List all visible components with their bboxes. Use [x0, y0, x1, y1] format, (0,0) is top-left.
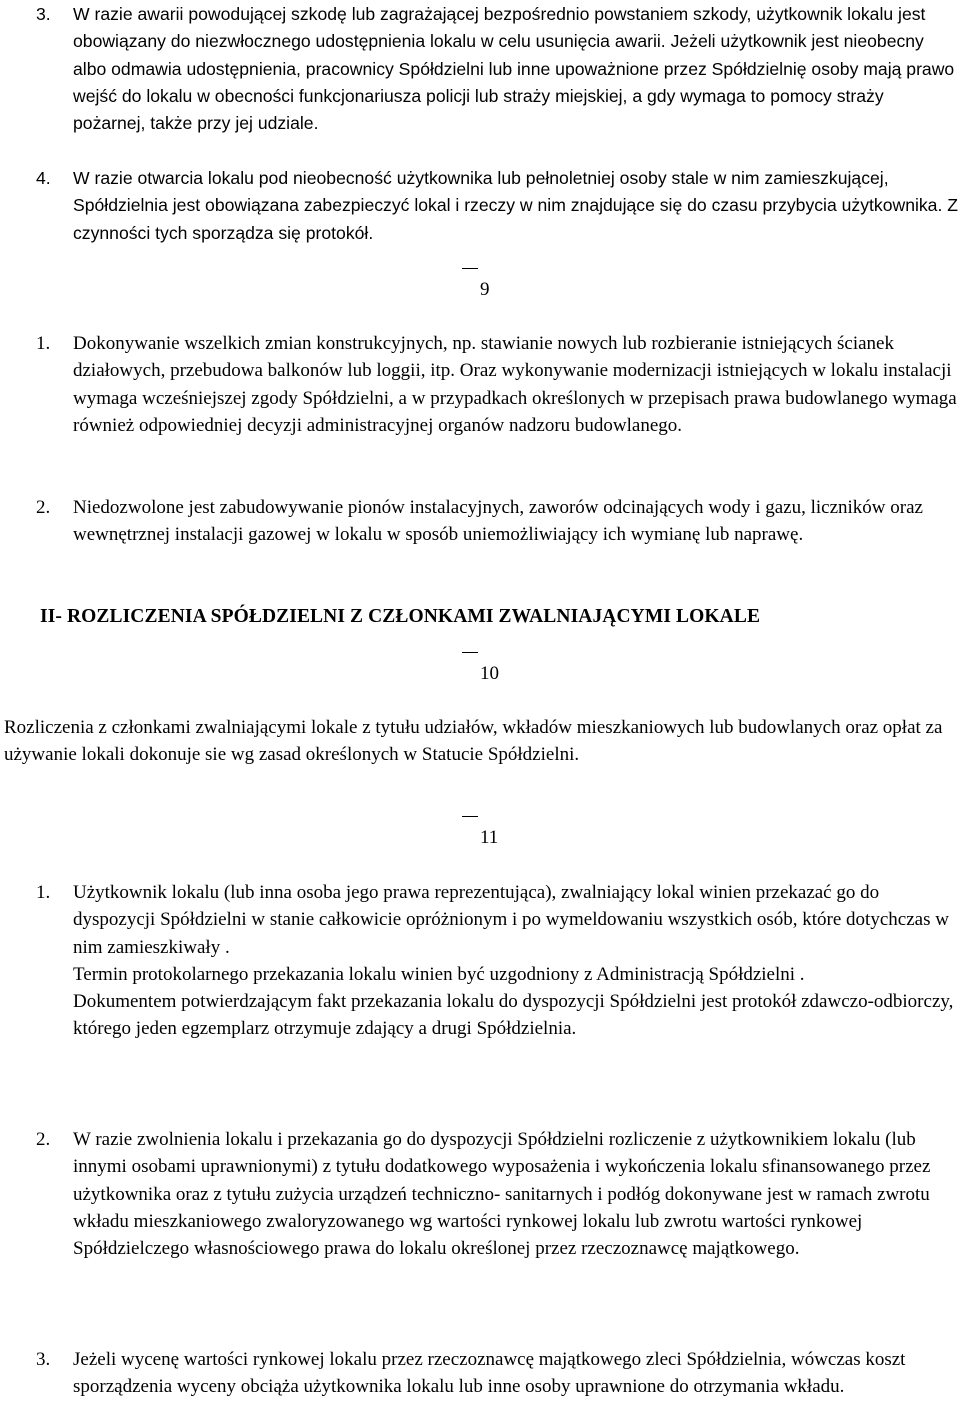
item-text-c: Dokumentem potwierdzającym fakt przekazania lokalu do dyspozycji Spółdzielni jest protokół zdawczo-odbiorczy, którego jeden egzemplarz otrzymuje zdający a drugi Spółdzielnia. [73, 991, 954, 1040]
section-10-text: Rozliczenia z członkami zwalniającymi lokale z tytułu udziałów, wkładów mieszkaniowych lub budowlanych oraz opłat za używanie lokali dokonuje sie wg zasad określonych w Statucie Spółdzielni. [4, 717, 943, 766]
section-sign-mark [462, 268, 478, 271]
section-9-item-2 [36, 494, 958, 549]
item-number: 1. [36, 333, 51, 354]
paragraph-marker-9: 9 [462, 276, 490, 303]
item-number: 2. [36, 497, 51, 518]
item-number: 3. [36, 4, 51, 24]
section-11-item-3 [36, 1346, 958, 1401]
section-11-item-2 [36, 1126, 958, 1262]
section-8-item-3 [36, 1, 958, 137]
section-sign-mark [462, 652, 478, 655]
item-number: 3. [36, 1349, 51, 1370]
paragraph-marker-10: 10 [462, 660, 499, 687]
item-text: W razie zwolnienia lokalu i przekazania go do dyspozycji Spółdzielni rozliczenie z użytkownikiem lokalu (lub innymi osobami uprawnionymi) z tytułu dodatkowego wyposażenia i wykończenia lokalu sfinansowanego przez użytkownika oraz z tytułu zużycia urządzeń techniczno- sanitarnych i podłóg dokonywane jest w ramach zwrotu wkładu mieszkaniowego zwaloryzowanego wg wartości rynkowej lokalu lub zwrotu wartości rynkowej Spółdzielczego własnościowego prawa do lokalu określonej przez rzeczoznawcę majątkowego. [73, 1129, 931, 1260]
item-text-a: Użytkownik lokalu (lub inna osoba jego prawa reprezentująca), zwalniający lokal winien przekazać go do dyspozycji Spółdzielni w stanie całkowicie opróżnionym i po wymeldowaniu wszystkich osób, które dotychczas w nim zamieszkiwały . [73, 882, 949, 958]
item-text: Niedozwolone jest zabudowywanie pionów instalacyjnych, zaworów odcinających wody i gazu, liczników oraz wewnętrznej instalacji gazowej w lokalu w sposób uniemożliwiający ich wymianę lub naprawę. [73, 497, 923, 546]
section-11-item-1 [36, 879, 958, 1043]
paragraph-marker-11: 11 [462, 824, 498, 851]
item-text-b: Termin protokolarnego przekazania lokalu winien być uzgodniony z Administracją Spółdzielni . [73, 963, 805, 985]
chapter-heading: II- ROZLICZENIA SPÓŁDZIELNI Z CZŁONKAMI ZWALNIAJĄCYMI LOKALE [40, 606, 761, 627]
item-number: 2. [36, 1129, 51, 1150]
section-sign-mark [462, 816, 478, 819]
section-8-item-4 [36, 165, 958, 247]
item-text: W razie awarii powodującej szkodę lub zagrażającej bezpośrednio powstaniem szkody, użytkownik lokalu jest obowiązany do niezwłocznego udostępnienia lokalu w celu usunięcia awarii. Jeżeli użytkownik jest nieobecny albo odmawia udostępnienia, pracownicy Spółdzielni lub inne upoważnione przez Spółdzielnię osoby mają prawo wejść do lokalu w obecności funkcjonariusza policji lub straży miejskiej, a gdy wymaga to pomocy straży pożarnej, także przy jej udziale. [73, 4, 955, 134]
item-number: 1. [36, 882, 51, 903]
item-number: 4. [36, 168, 51, 188]
item-text: Dokonywanie wszelkich zmian konstrukcyjnych, np. stawianie nowych lub rozbieranie istniejących ścianek działowych, przebudowa balkonów lub loggii, itp. Oraz wykonywanie modernizacji istniejących w lokalu instalacji wymaga wcześniejszej zgody Spółdzielni, a w przypadkach określonych w przepisach prawa budowlanego wymaga również odpowiedniej decyzji administracyjnej organów nadzoru budowlanego. [73, 333, 957, 436]
item-text: Jeżeli wycenę wartości rynkowej lokalu przez rzeczoznawcę majątkowego zleci Spółdzielnia, wówczas koszt sporządzenia wyceny obciąża użytkownika lokalu lub inne osoby uprawnione do otrzymania wkładu. [73, 1349, 906, 1398]
item-text: W razie otwarcia lokalu pod nieobecność użytkownika lub pełnoletniej osoby stale w nim zamieszkującej, Spółdzielnia jest obowiązana zabezpieczyć lokal i rzeczy w nim znajdujące się do czasu przybycia użytkownika. Z czynności tych sporządza się protokół. [73, 168, 958, 243]
section-9-item-1 [36, 330, 958, 439]
